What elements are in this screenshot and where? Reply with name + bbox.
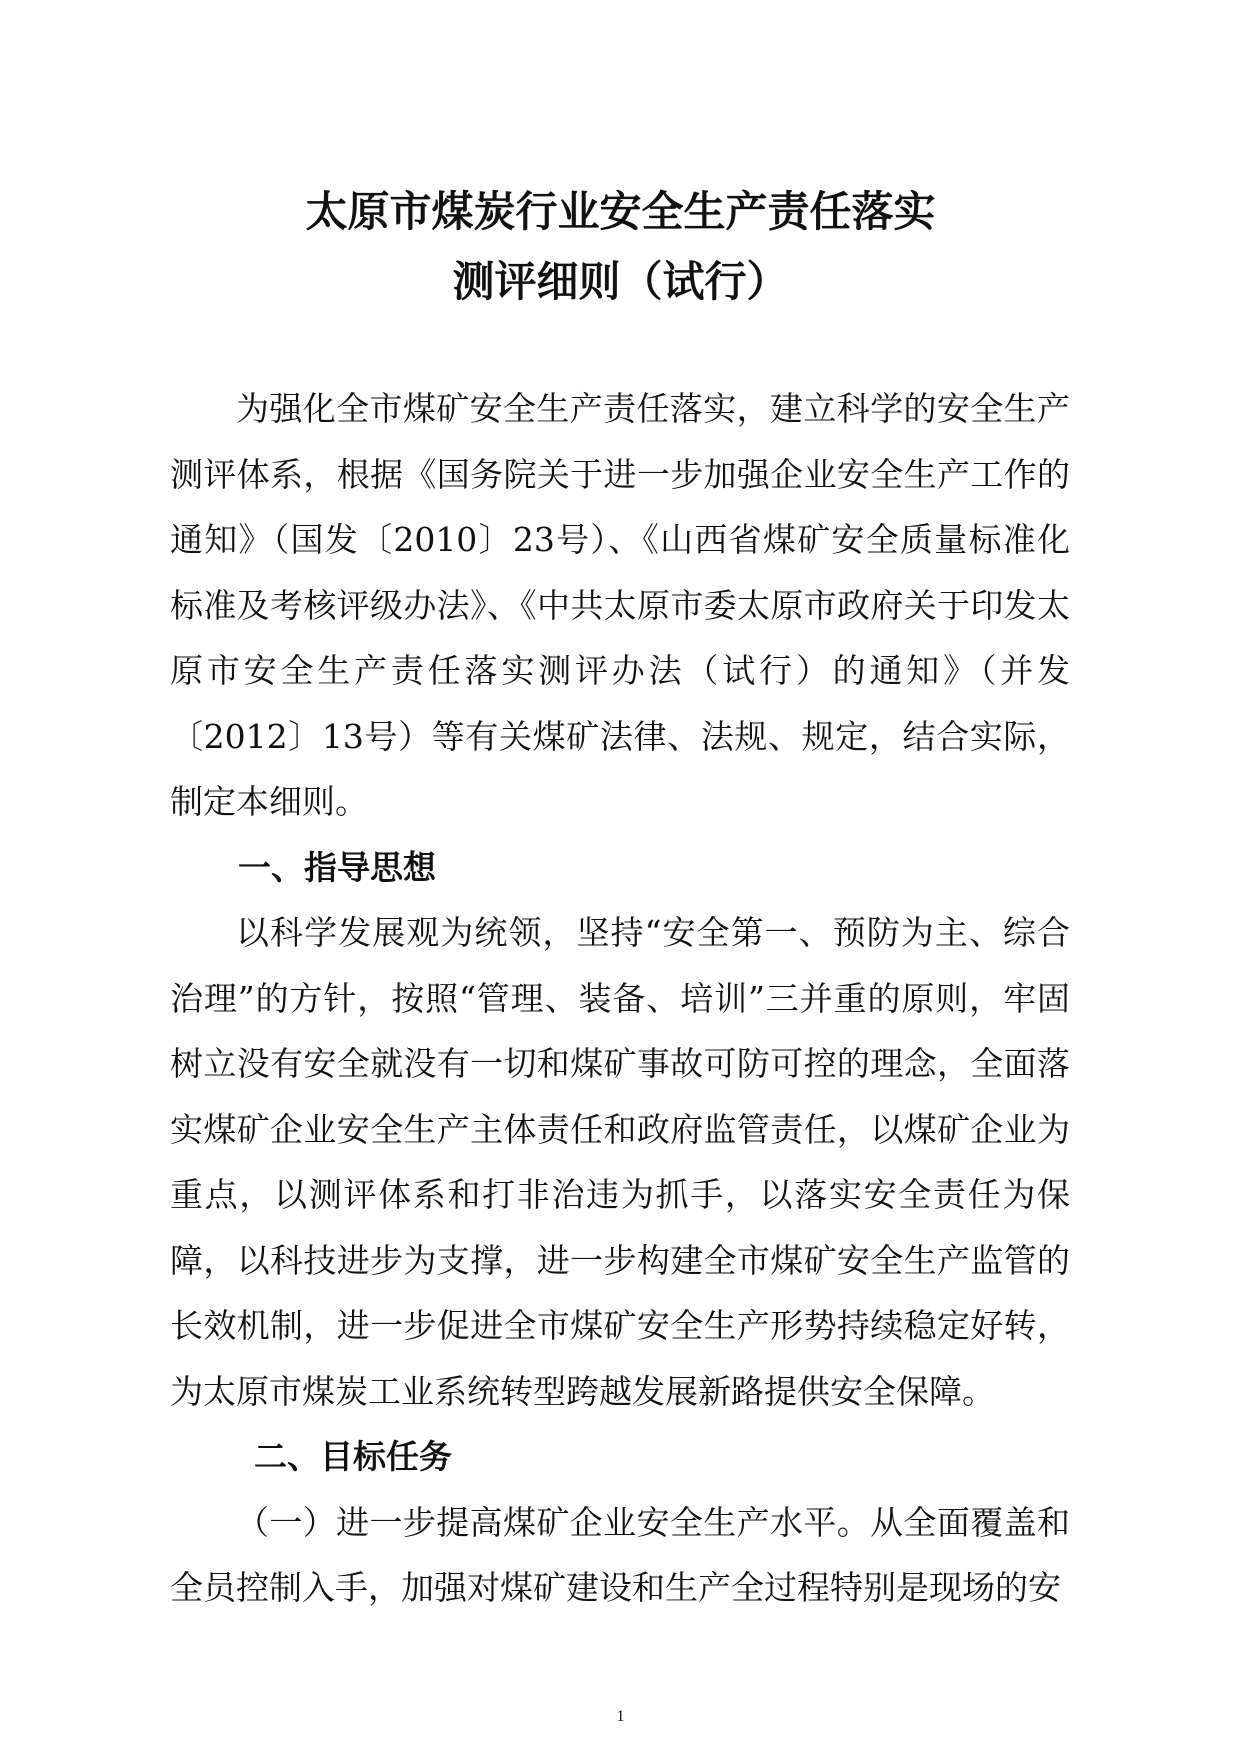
document-title-line-2: 测评细则（试行） <box>452 257 789 306</box>
document-body <box>170 376 1070 1621</box>
page-number: 1 <box>616 1708 625 1725</box>
document-title-line-1: 太原市煤炭行业安全生产责任落实 <box>305 187 936 236</box>
objectives-item-1-paragraph: （一）进一步提高煤矿企业安全生产水平。从全面覆盖和全员控制入手，加强对煤矿建设和生产全过程特别是现场的安 <box>170 1502 1070 1607</box>
section-heading-objectives: 二、目标任务 <box>254 1437 452 1476</box>
intro-paragraph: 为强化全市煤矿安全生产责任落实，建立科学的安全生产测评体系，根据《国务院关于进一步加强企业安全生产工作的通知》（国发〔2010〕23号）、《山西省煤矿安全质量标准化标准及考核评级办法》、《中共太原市委太原市政府关于印发太原市安全生产责任落实测评办法（试行）的通知》（并发〔2012〕13号）等有关煤矿法律、法规、规定，结合实际，制定本细则。 <box>170 389 1070 821</box>
guiding-ideology-paragraph: 以科学发展观为统领，坚持“安全第一、预防为主、综合治理”的方针，按照“管理、装备、培训”三并重的原则，牢固树立没有安全就没有一切和煤矿事故可防可控的理念，全面落实煤矿企业安全生产主体责任和政府监管责任，以煤矿企业为重点，以测评体系和打非治违为抓手，以落实安全责任为保障，以科技进步为支撑，进一步构建全市煤矿安全生产监管的长效机制，进一步促进全市煤矿安全生产形势持续稳定好转，为太原市煤炭工业系统转型跨越发展新路提供安全保障。 <box>170 913 1070 1411</box>
section-heading-guiding-ideology: 一、指导思想 <box>238 847 436 887</box>
